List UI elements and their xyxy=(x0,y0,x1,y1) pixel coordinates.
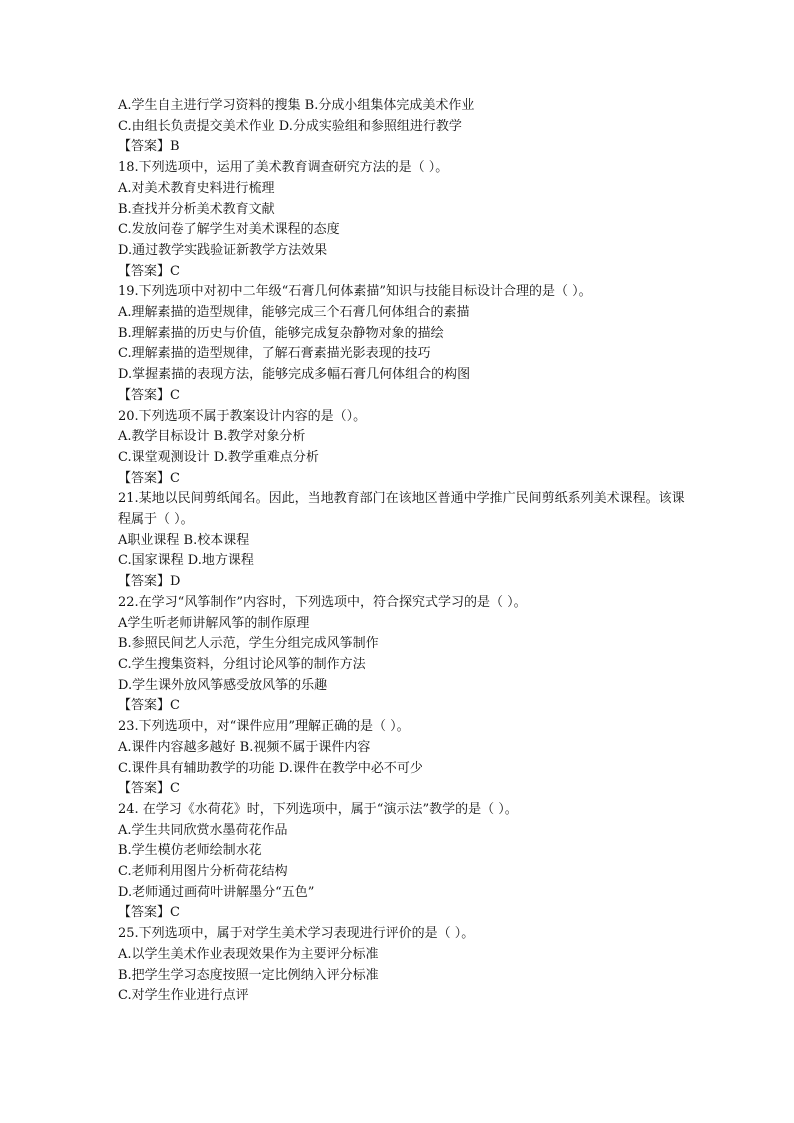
question-line: 19.下列选项中对初中二年级“石膏几何体素描”知识与技能目标设计合理的是（ ）。 xyxy=(118,284,592,300)
answer-line: 【答案】C xyxy=(118,698,180,714)
option-line: A.教学目标设计 B.教学对象分析 xyxy=(118,429,306,445)
option-line: A职业课程 B.校本课程 xyxy=(118,532,250,548)
question-line: 23.下列选项中，对“课件应用”理解正确的是（ ）。 xyxy=(118,719,410,735)
question-line: 18.下列选项中，运用了美术教育调查研究方法的是（ ）。 xyxy=(118,160,449,176)
option-line: B.查找并分析美术教育文献 xyxy=(118,201,275,217)
question-line: 25.下列选项中，属于对学生美术学习表现进行评价的是（ ）。 xyxy=(118,926,475,942)
option-line: D.通过教学实践验证新教学方法效果 xyxy=(118,242,328,258)
answer-line: 【答案】C xyxy=(118,470,180,486)
document-page xyxy=(118,96,688,1007)
option-line: C.国家课程 D.地方课程 xyxy=(118,553,254,569)
option-line: A.对美术教育史料进行梳理 xyxy=(118,180,275,196)
option-line: B.学生模仿老师绘制水花 xyxy=(118,843,262,859)
option-line: B.参照民间艺人示范，学生分组完成风筝制作 xyxy=(118,636,379,652)
option-line: D.掌握素描的表现方法，能够完成多幅石膏几何体组合的构图 xyxy=(118,367,471,383)
text-line: C.由组长负责提交美术作业 D.分成实验组和参照组进行教学 xyxy=(118,118,462,134)
answer-line: 【答案】C xyxy=(118,387,180,403)
option-line: C.老师利用图片分析荷花结构 xyxy=(118,864,288,880)
option-line: C.课件具有辅助教学的功能 D.课件在教学中必不可少 xyxy=(118,760,423,776)
text-line: A.学生自主进行学习资料的搜集 B.分成小组集体完成美术作业 xyxy=(118,98,475,113)
option-line: A.学生共同欣赏水墨荷花作品 xyxy=(118,822,288,838)
option-line: B.把学生学习态度按照一定比例纳入评分标准 xyxy=(118,967,379,983)
answer-line: 【答案】B xyxy=(118,139,180,155)
question-line: 20.下列选项不属于教案设计内容的是（）。 xyxy=(118,408,367,424)
option-line: A学生听老师讲解风筝的制作原理 xyxy=(118,615,310,631)
option-line: A.理解素描的造型规律，能够完成三个石膏几何体组合的素描 xyxy=(118,305,470,321)
answer-line: 【答案】C xyxy=(118,263,180,279)
option-line: D.学生课外放风筝感受放风筝的乐趣 xyxy=(118,677,328,693)
option-line: D.老师通过画荷叶讲解墨分“五色” xyxy=(118,884,315,900)
question-line: 24. 在学习《水荷花》时，下列选项中，属于“演示法”教学的是（ ）。 xyxy=(118,801,518,817)
option-line: A.课件内容越多越好 B.视频不属于课件内容 xyxy=(118,739,371,755)
option-line: C.对学生作业进行点评 xyxy=(118,988,249,1004)
option-line: C.理解素描的造型规律，了解石膏素描光影表现的技巧 xyxy=(118,346,431,362)
option-line: B.理解素描的历史与价值，能够完成复杂静物对象的描绘 xyxy=(118,325,444,341)
answer-line: 【答案】D xyxy=(118,574,181,590)
answer-line: 【答案】C xyxy=(118,781,180,797)
option-line: C.课堂观测设计 D.教学重难点分析 xyxy=(118,449,319,465)
question-line: 22.在学习“风筝制作”内容时，下列选项中，符合探究式学习的是（ ）。 xyxy=(118,594,527,610)
answer-line: 【答案】C xyxy=(118,905,180,921)
question-line: 21.某地以民间剪纸闻名。因此，当地教育部门在该地区普通中学推广民间剪纸系列美术课程。该课程属于（ ）。 xyxy=(118,491,685,528)
option-line: A.以学生美术作业表现效果作为主要评分标准 xyxy=(118,946,379,962)
option-line: C.学生搜集资料，分组讨论风筝的制作方法 xyxy=(118,656,366,672)
option-line: C.发放问卷了解学生对美术课程的态度 xyxy=(118,222,340,238)
